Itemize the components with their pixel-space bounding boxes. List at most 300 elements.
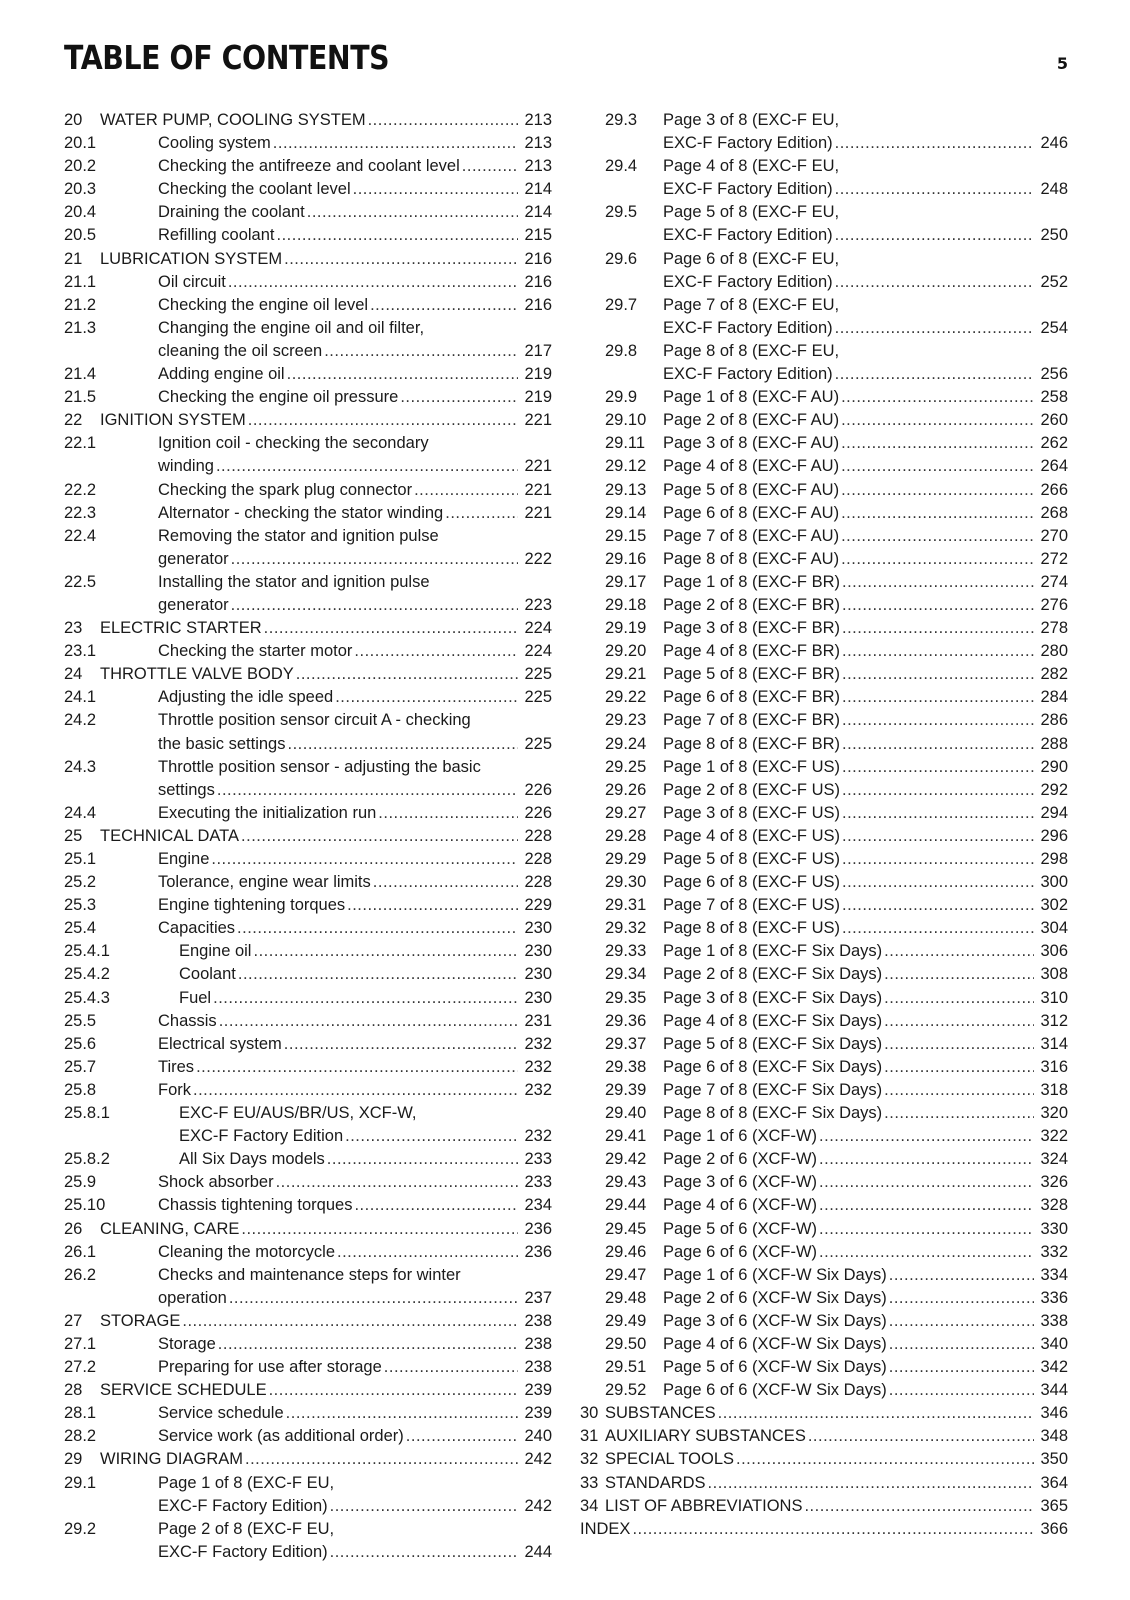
toc-entry-title: Page 5 of 8 (EXC-F Six Days) (663, 1034, 883, 1053)
toc-entry[interactable] (64, 1079, 552, 1102)
dot-leader (245, 1448, 518, 1471)
dot-leader (218, 1333, 519, 1356)
toc-entry[interactable] (64, 617, 552, 640)
toc-entry-title: Page 5 of 6 (XCF-W Six Days) (663, 1358, 887, 1377)
toc-entry[interactable] (580, 848, 1068, 871)
toc-entry[interactable] (64, 1402, 552, 1425)
toc-entry[interactable] (64, 201, 552, 224)
toc-entry-number: 25.4.3 (64, 988, 110, 1007)
toc-entry[interactable] (64, 109, 552, 132)
toc-entry-page: 214 (524, 180, 552, 199)
toc-entry-page: 290 (1040, 757, 1068, 776)
toc-entry[interactable] (64, 1218, 552, 1241)
toc-entry[interactable] (580, 1333, 1068, 1356)
toc-entry[interactable] (580, 1171, 1068, 1194)
toc-entry[interactable] (64, 1379, 552, 1402)
toc-entry-number: 29.14 (605, 503, 647, 522)
toc-entry-title: Engine tightening torques (158, 896, 346, 915)
toc-entry[interactable] (580, 1287, 1068, 1310)
toc-entry-page: 223 (524, 595, 552, 614)
toc-entry-number: 20.3 (64, 180, 97, 199)
toc-entry-number: 29.16 (605, 549, 647, 568)
toc-entry-page: 322 (1040, 1127, 1068, 1146)
toc-entry-page: 221 (524, 503, 552, 522)
toc-entry[interactable] (64, 132, 552, 155)
toc-entry[interactable] (580, 1125, 1068, 1148)
toc-entry-number: 25.10 (64, 1196, 106, 1215)
toc-entry[interactable] (580, 294, 1068, 340)
dot-leader (370, 294, 518, 317)
toc-entry[interactable] (64, 224, 552, 247)
toc-entry[interactable] (580, 1379, 1068, 1402)
dot-leader (354, 640, 518, 663)
toc-entry-page: 225 (524, 665, 552, 684)
toc-entry-number: 25.5 (64, 1011, 97, 1030)
toc-entry-title: EXC-F Factory Edition) (663, 226, 833, 245)
toc-entry[interactable] (64, 825, 552, 848)
toc-entry-page: 244 (524, 1542, 552, 1561)
toc-entry[interactable] (64, 1310, 552, 1333)
toc-entry-number: 26.1 (64, 1242, 97, 1261)
toc-entry-title-line: Page 3 of 8 (EXC-F EU, (663, 111, 840, 129)
toc-entry-number: 23.1 (64, 642, 97, 661)
toc-entry[interactable] (580, 1495, 1068, 1518)
toc-entry-page: 330 (1040, 1219, 1068, 1238)
toc-entry-title: Page 6 of 8 (EXC-F Six Days) (663, 1057, 883, 1076)
toc-entry[interactable] (580, 825, 1068, 848)
toc-entry-title: Page 2 of 8 (EXC-F US) (663, 780, 840, 799)
toc-entry-page: 334 (1040, 1265, 1068, 1284)
toc-entry-page: 230 (524, 965, 552, 984)
toc-entry-page: 224 (524, 619, 552, 638)
toc-entry-title: Page 2 of 8 (EXC-F BR) (663, 595, 840, 614)
toc-entry-title: Checking the coolant level (158, 180, 351, 199)
toc-entry-page: 350 (1040, 1450, 1068, 1469)
toc-entry[interactable] (580, 201, 1068, 247)
toc-entry-page: 213 (524, 157, 552, 176)
dot-leader (288, 733, 519, 756)
toc-entry-number: 26 (64, 1219, 83, 1238)
dot-leader (284, 1033, 519, 1056)
toc-entry[interactable] (64, 756, 552, 802)
toc-entry-page: 348 (1040, 1427, 1068, 1446)
toc-entry[interactable] (64, 294, 552, 317)
toc-entry-page: 302 (1040, 896, 1068, 915)
toc-entry-number: 21 (64, 249, 83, 268)
toc-entry-number: 24.3 (64, 757, 97, 776)
toc-entry-title: Service schedule (158, 1404, 284, 1423)
toc-entry[interactable] (64, 987, 552, 1010)
toc-entry-number: 20.5 (64, 226, 97, 245)
dot-leader (842, 802, 1034, 825)
toc-entry[interactable] (64, 178, 552, 201)
toc-entry-number: 29.37 (605, 1034, 647, 1053)
toc-entry-number: 25.3 (64, 896, 97, 915)
toc-entry-number: 31 (580, 1427, 599, 1446)
dot-leader (842, 871, 1034, 894)
toc-entry-number: 22.1 (64, 434, 97, 453)
toc-entry-title: EXC-F Factory Edition) (663, 180, 833, 199)
toc-entry[interactable] (64, 709, 552, 755)
toc-entry-page: 228 (524, 826, 552, 845)
toc-entry-title: INDEX (580, 1519, 631, 1538)
toc-entry-page: 284 (1040, 688, 1068, 707)
toc-entry-number: 29.23 (605, 711, 647, 730)
toc-entry-title: Page 4 of 8 (EXC-F AU) (663, 457, 840, 476)
toc-entry-title: Checking the starter motor (158, 642, 353, 661)
toc-entry-title: EXC-F Factory Edition) (158, 1542, 328, 1561)
toc-entry-title: LUBRICATION SYSTEM (100, 249, 283, 268)
toc-entry[interactable] (580, 594, 1068, 617)
toc-entry-title: Storage (158, 1334, 216, 1353)
toc-entry[interactable] (580, 756, 1068, 779)
toc-entry[interactable] (64, 248, 552, 271)
toc-entry[interactable] (64, 1333, 552, 1356)
dot-leader (384, 1356, 519, 1379)
toc-entry-page: 226 (524, 780, 552, 799)
toc-entry-number: 28 (64, 1381, 83, 1400)
toc-entry[interactable] (64, 1102, 552, 1148)
toc-entry-title: Page 5 of 8 (EXC-F AU) (663, 480, 840, 499)
toc-entry-page: 298 (1040, 850, 1068, 868)
toc-entry[interactable] (580, 1518, 1068, 1541)
toc-entry[interactable] (580, 709, 1068, 732)
dot-leader (842, 709, 1034, 732)
toc-entry[interactable] (64, 479, 552, 502)
toc-entry-number: 29.45 (605, 1219, 647, 1238)
toc-entry[interactable] (580, 917, 1068, 940)
toc-entry-number: 20.2 (64, 157, 97, 176)
toc-entry-page: 225 (524, 734, 552, 753)
toc-entry[interactable] (64, 686, 552, 709)
toc-entry-page: 282 (1040, 665, 1068, 684)
dot-leader (819, 1241, 1034, 1264)
toc-entry-page: 328 (1040, 1196, 1068, 1215)
dot-leader (276, 1171, 519, 1194)
toc-entry[interactable] (580, 940, 1068, 963)
toc-entry[interactable] (64, 155, 552, 178)
toc-entry[interactable] (580, 1472, 1068, 1495)
toc-entry[interactable] (64, 432, 552, 478)
toc-entry[interactable] (64, 386, 552, 409)
toc-entry-page: 221 (524, 457, 552, 476)
toc-entry[interactable] (64, 1194, 552, 1217)
toc-entry[interactable] (64, 1356, 552, 1379)
toc-entry-number: 20.4 (64, 203, 97, 222)
toc-entry-title: Page 8 of 8 (EXC-F AU) (663, 549, 840, 568)
toc-entry[interactable] (64, 1472, 552, 1518)
toc-entry-number: 22.4 (64, 526, 97, 545)
toc-entry[interactable] (580, 1264, 1068, 1287)
toc-entry-title: ELECTRIC STARTER (100, 619, 262, 638)
toc-entry[interactable] (580, 571, 1068, 594)
dot-leader (273, 132, 519, 155)
page-title: TABLE OF CONTENTS (64, 38, 390, 77)
toc-entry[interactable] (580, 432, 1068, 455)
toc-entry[interactable] (64, 640, 552, 663)
toc-entry-title: Page 4 of 8 (EXC-F US) (663, 826, 840, 845)
toc-entry-page: 238 (524, 1334, 552, 1353)
toc-entry[interactable] (580, 1448, 1068, 1471)
toc-entry[interactable] (580, 779, 1068, 802)
toc-entry-title: Page 5 of 8 (EXC-F US) (663, 850, 840, 868)
toc-entry[interactable] (580, 1056, 1068, 1079)
toc-entry-page: 234 (524, 1196, 552, 1215)
toc-entry[interactable] (64, 894, 552, 917)
toc-entry-number: 25.8.1 (64, 1104, 110, 1123)
dot-leader (264, 617, 519, 640)
toc-entry[interactable] (580, 871, 1068, 894)
toc-entry[interactable] (580, 1148, 1068, 1171)
toc-entry[interactable] (64, 802, 552, 825)
toc-entry-number: 23 (64, 619, 83, 638)
toc-entry-page: 346 (1040, 1404, 1068, 1423)
toc-entry-page: 228 (524, 873, 552, 892)
toc-entry-number: 29.32 (605, 919, 647, 938)
toc-entry[interactable] (64, 1241, 552, 1264)
toc-entry-page: 294 (1040, 803, 1068, 822)
toc-entry[interactable] (580, 1402, 1068, 1425)
dot-leader (842, 894, 1034, 917)
toc-entry-page: 304 (1040, 919, 1068, 938)
toc-entry-page: 213 (524, 111, 552, 129)
toc-entry[interactable] (580, 1079, 1068, 1102)
toc-entry-number: 29.30 (605, 873, 647, 892)
toc-entry-page: 219 (524, 388, 552, 407)
dot-leader (889, 1356, 1035, 1379)
toc-entry[interactable] (64, 1171, 552, 1194)
toc-entry[interactable] (64, 363, 552, 386)
toc-entry-title: Checking the antifreeze and coolant level (158, 157, 460, 176)
dot-leader (353, 178, 519, 201)
toc-entry[interactable] (580, 733, 1068, 756)
toc-entry-title: operation (158, 1288, 227, 1307)
toc-entry-title: Tires (158, 1057, 195, 1076)
dot-leader (819, 1194, 1034, 1217)
toc-entry-page: 216 (524, 295, 552, 314)
toc-entry-number: 25.9 (64, 1173, 97, 1192)
toc-entry[interactable] (580, 963, 1068, 986)
toc-entry[interactable] (64, 1264, 552, 1310)
toc-entry-number: 29.19 (605, 619, 647, 638)
toc-entry-number: 24 (64, 665, 83, 684)
toc-entry-title: EXC-F Factory Edition) (663, 318, 833, 337)
toc-entry-title: EXC-F Factory Edition) (663, 365, 833, 384)
toc-entry[interactable] (580, 109, 1068, 155)
toc-entry[interactable] (580, 1425, 1068, 1448)
toc-entry[interactable] (64, 409, 552, 432)
toc-entry-number: 29.28 (605, 826, 647, 845)
toc-entry-page: 230 (524, 942, 552, 961)
dot-leader (842, 848, 1034, 871)
toc-entry-number: 26.2 (64, 1265, 97, 1284)
toc-entry[interactable] (64, 1033, 552, 1056)
toc-entry[interactable] (64, 940, 552, 963)
toc-entry[interactable] (580, 686, 1068, 709)
toc-entry-number: 29.11 (605, 434, 646, 453)
toc-entry[interactable] (580, 525, 1068, 548)
toc-entry-page: 264 (1040, 457, 1068, 476)
dot-leader (804, 1495, 1034, 1518)
toc-entry-title: Page 6 of 6 (XCF-W) (663, 1242, 818, 1261)
toc-entry-title: Service work (as additional order) (158, 1427, 404, 1446)
toc-entry-number: 29.20 (605, 642, 647, 661)
toc-entry-title: LIST OF ABBREVIATIONS (605, 1496, 803, 1515)
toc-entry[interactable] (64, 571, 552, 617)
toc-entry-number: 29.10 (605, 411, 647, 430)
toc-entry[interactable] (64, 1448, 552, 1471)
toc-entry-title-line: Installing the stator and ignition pulse (158, 572, 430, 591)
toc-entry-title-line: Removing the stator and ignition pulse (158, 526, 439, 545)
toc-entry-title: Page 2 of 8 (EXC-F Six Days) (663, 965, 883, 984)
toc-entry[interactable] (580, 640, 1068, 663)
toc-entry-page: 230 (524, 988, 552, 1007)
dot-leader (632, 1518, 1034, 1541)
toc-entry[interactable] (580, 1310, 1068, 1333)
toc-entry-title: STANDARDS (605, 1473, 706, 1492)
toc-entry-title: Coolant (179, 965, 236, 984)
toc-entry[interactable] (64, 1148, 552, 1171)
toc-entry[interactable] (64, 525, 552, 571)
toc-entry[interactable] (64, 1056, 552, 1079)
toc-entry-title: Alternator - checking the stator winding (158, 503, 444, 522)
dot-leader (296, 663, 519, 686)
toc-column-right (580, 109, 1068, 1541)
dot-leader (237, 917, 518, 940)
toc-entry-page: 232 (524, 1034, 552, 1053)
dot-leader (736, 1448, 1034, 1471)
dot-leader (286, 1402, 519, 1425)
toc-entry-number: 29.35 (605, 988, 647, 1007)
toc-entry-title: Page 3 of 8 (EXC-F US) (663, 803, 840, 822)
toc-entry[interactable] (580, 802, 1068, 825)
toc-entry-number: 25.1 (64, 850, 97, 868)
toc-entry-title: Chassis (158, 1011, 217, 1030)
toc-entry-number: 22.3 (64, 503, 97, 522)
toc-entry-title: Refilling coolant (158, 226, 275, 245)
dot-leader (445, 502, 518, 525)
toc-entry-title: Page 6 of 8 (EXC-F AU) (663, 503, 840, 522)
toc-entry[interactable] (64, 1518, 552, 1564)
toc-entry-page: 260 (1040, 411, 1068, 430)
toc-entry-title: EXC-F Factory Edition) (663, 272, 833, 291)
toc-entry-page: 239 (524, 1381, 552, 1400)
toc-entry-page: 288 (1040, 734, 1068, 753)
toc-entry[interactable] (64, 871, 552, 894)
toc-entry-title: IGNITION SYSTEM (100, 411, 246, 430)
toc-entry-number: 29.51 (605, 1358, 647, 1377)
toc-entry[interactable] (580, 340, 1068, 386)
toc-entry-title: Engine (158, 850, 210, 868)
toc-entry[interactable] (64, 317, 552, 363)
toc-entry-title: WATER PUMP, COOLING SYSTEM (100, 111, 366, 129)
toc-entry[interactable] (64, 1010, 552, 1033)
toc-entry[interactable] (580, 502, 1068, 525)
dot-leader (841, 386, 1034, 409)
toc-entry-number: 29.7 (605, 295, 638, 314)
toc-entry-number: 29.46 (605, 1242, 647, 1261)
dot-leader (884, 987, 1034, 1010)
toc-entry-number: 29.31 (605, 896, 647, 915)
toc-entry-page: 292 (1040, 780, 1068, 799)
dot-leader (324, 340, 518, 363)
page-header (64, 38, 1068, 78)
toc-entry[interactable] (580, 1356, 1068, 1379)
toc-entry[interactable] (580, 617, 1068, 640)
toc-entry[interactable] (580, 248, 1068, 294)
toc-entry[interactable] (64, 271, 552, 294)
toc-entry[interactable] (580, 548, 1068, 571)
dot-leader (835, 132, 1035, 155)
toc-entry-title: AUXILIARY SUBSTANCES (605, 1427, 806, 1446)
toc-entry[interactable] (64, 848, 552, 871)
dot-leader (841, 479, 1034, 502)
toc-entry-number: 24.2 (64, 711, 97, 730)
dot-leader (347, 894, 518, 917)
toc-entry-page: 276 (1040, 595, 1068, 614)
toc-entry[interactable] (580, 1102, 1068, 1125)
toc-entry[interactable] (64, 917, 552, 940)
toc-entry-title: Page 7 of 8 (EXC-F BR) (663, 711, 840, 730)
toc-entry[interactable] (580, 987, 1068, 1010)
toc-entry-number: 29.15 (605, 526, 647, 545)
toc-entry[interactable] (64, 1425, 552, 1448)
toc-entry[interactable] (64, 502, 552, 525)
toc-entry-title: Page 1 of 6 (XCF-W Six Days) (663, 1265, 887, 1284)
toc-entry[interactable] (580, 1241, 1068, 1264)
toc-entry-page: 239 (524, 1404, 552, 1423)
dot-leader (889, 1310, 1035, 1333)
dot-leader (287, 363, 519, 386)
toc-entry-page: 286 (1040, 711, 1068, 730)
dot-leader (819, 1171, 1034, 1194)
toc-entry-title-line: Ignition coil - checking the secondary (158, 434, 429, 453)
toc-entry-number: 27.1 (64, 1334, 97, 1353)
toc-entry[interactable] (580, 409, 1068, 432)
toc-entry-page: 240 (524, 1427, 552, 1446)
toc-entry-number: 29.6 (605, 249, 638, 268)
toc-entry-number: 21.4 (64, 365, 97, 384)
toc-entry-page: 229 (524, 896, 552, 915)
toc-entry-page: 252 (1040, 272, 1068, 291)
toc-entry[interactable] (580, 386, 1068, 409)
toc-entry-title: Shock absorber (158, 1173, 274, 1192)
toc-entry[interactable] (580, 1194, 1068, 1217)
toc-entry[interactable] (580, 1010, 1068, 1033)
toc-entry[interactable] (580, 894, 1068, 917)
toc-entry[interactable] (64, 663, 552, 686)
toc-entry[interactable] (580, 455, 1068, 478)
toc-entry[interactable] (580, 1218, 1068, 1241)
toc-entry-page: 248 (1040, 180, 1068, 199)
dot-leader (842, 733, 1034, 756)
toc-entry-number: 29.29 (605, 850, 647, 868)
toc-entry[interactable] (580, 155, 1068, 201)
toc-entry-number: 29.36 (605, 1011, 647, 1030)
toc-entry-title: EXC-F Factory Edition) (158, 1496, 328, 1515)
toc-entry-title: Adjusting the idle speed (158, 688, 334, 707)
toc-entry[interactable] (580, 1033, 1068, 1056)
toc-entry[interactable] (580, 663, 1068, 686)
toc-entry-title-line: Page 4 of 8 (EXC-F EU, (663, 157, 840, 176)
toc-entry-title: Page 4 of 8 (EXC-F Six Days) (663, 1011, 883, 1030)
dot-leader (330, 1541, 519, 1564)
toc-entry[interactable] (64, 963, 552, 986)
toc-entry-number: 25.4 (64, 919, 97, 938)
toc-entry[interactable] (580, 479, 1068, 502)
toc-entry-number: 29.4 (605, 157, 638, 176)
toc-entry-number: 22.2 (64, 480, 97, 499)
